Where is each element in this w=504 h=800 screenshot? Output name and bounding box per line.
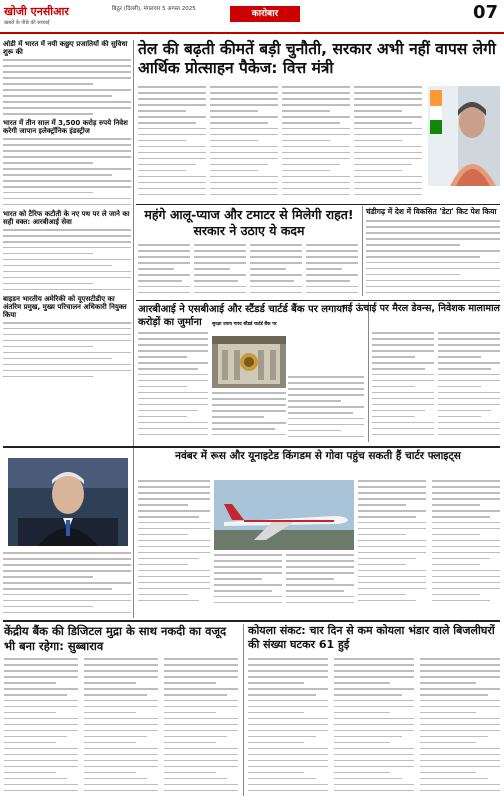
story-headline: चंडीगढ़ में देश में विकसित 'डेटा' किट पेश किया xyxy=(366,207,497,216)
portrait-photo xyxy=(8,458,128,546)
section-divider xyxy=(136,204,500,205)
story-body xyxy=(214,554,354,612)
story-body xyxy=(212,392,286,440)
story-headline: कोयला संकट: चार दिन से कम कोयला भंडार वाले बिजलीघरों की संख्या घटकर 61 हुई xyxy=(248,624,495,651)
section-divider xyxy=(3,446,500,448)
left-column-continued xyxy=(3,552,131,618)
story-headline: केंद्रीय बैंक की डिजिटल मुद्रा के साथ नकदी का वजूद भी बना रहेगा: सुब्बाराव xyxy=(4,624,227,653)
portrait-image xyxy=(8,458,128,546)
column-divider xyxy=(243,624,244,796)
tagline: खबरों के पीछे की सच्चाई xyxy=(4,20,50,26)
minister-image xyxy=(428,86,500,186)
story-body xyxy=(4,658,240,796)
section-divider xyxy=(3,620,500,622)
page-number: 07 xyxy=(472,2,498,23)
date-line: बिठूर (दिल्ली), मंगलवार 5 अगस्त 2025 xyxy=(112,6,196,12)
story-body xyxy=(358,480,500,612)
story-headline: भारत में तीन साल में 3,500 करोड़ रुपये निवेश करेगी जापान इलेक्ट्रॉनिक इंडस्ट्रीज xyxy=(3,118,128,135)
airplane-photo xyxy=(214,480,354,550)
story-body xyxy=(138,244,360,298)
minister-photo xyxy=(428,86,500,186)
story-headline: नई ऊंचाई पर मैरल डेवन्स, निवेशक मालामाल xyxy=(342,303,500,314)
story-headline: नवंबर में रूस और यूनाइटेड किंगडम से गोवा पहुंच सकती हैं चार्टर फ्लाइट्स xyxy=(175,450,461,462)
column-divider xyxy=(368,302,369,442)
story-headline: महंगे आलू-प्याज और टमाटर से मिलेगी राहत! सरकार ने उठाए ये कदम xyxy=(144,207,354,238)
left-column xyxy=(3,40,131,458)
section-divider xyxy=(136,300,500,301)
story-headline: आरबीआई ने एसबीआई और स्टैंडर्ड चार्टर्ड बैंक पर लगाया करोड़ों का जुर्माना xyxy=(138,304,345,328)
photo-caption: सुरक्षा उपाय गारद स्टैंडर्ड चार्टर्ड बैंक पर xyxy=(212,322,277,327)
story-body xyxy=(138,480,210,612)
story-body xyxy=(3,322,131,377)
section-label: कारोबार xyxy=(230,6,300,22)
airplane-image xyxy=(214,480,354,550)
story-headline: भारत को टैरिफ कटौती के नए पथ पर ले जाने का सही वक्त: आरबीआई सेवा xyxy=(3,209,130,226)
lead-headline: तेल की बढ़ती कीमतें बड़ी चुनौती, सरकार अभी नहीं वापस लेगी आर्थिक प्रोत्साहन पैकेज: वित्त मंत्री xyxy=(138,40,496,77)
story-body xyxy=(3,59,131,114)
story-body xyxy=(248,658,500,796)
story-body xyxy=(3,138,131,205)
story-body xyxy=(372,332,500,442)
bank-image xyxy=(212,336,286,388)
story-body xyxy=(3,552,131,613)
column-divider xyxy=(362,206,363,296)
story-headline: बाइडन भारतीय अमेरिकी को यूएसटीडीए का अंतरिम प्रमुख, मुख्य परिचालन अधिकारी नियुक्त किया xyxy=(3,294,127,319)
story-body xyxy=(366,220,500,296)
story-headline: ओडी में भारत में नयी कछुए प्रजातियों की सुविधा शुरू की xyxy=(3,40,128,57)
bank-photo xyxy=(212,336,286,388)
newspaper-logo: खोजी एनसीआर xyxy=(4,5,69,18)
story-body xyxy=(3,229,131,290)
masthead xyxy=(0,0,504,34)
column-divider xyxy=(133,40,134,618)
